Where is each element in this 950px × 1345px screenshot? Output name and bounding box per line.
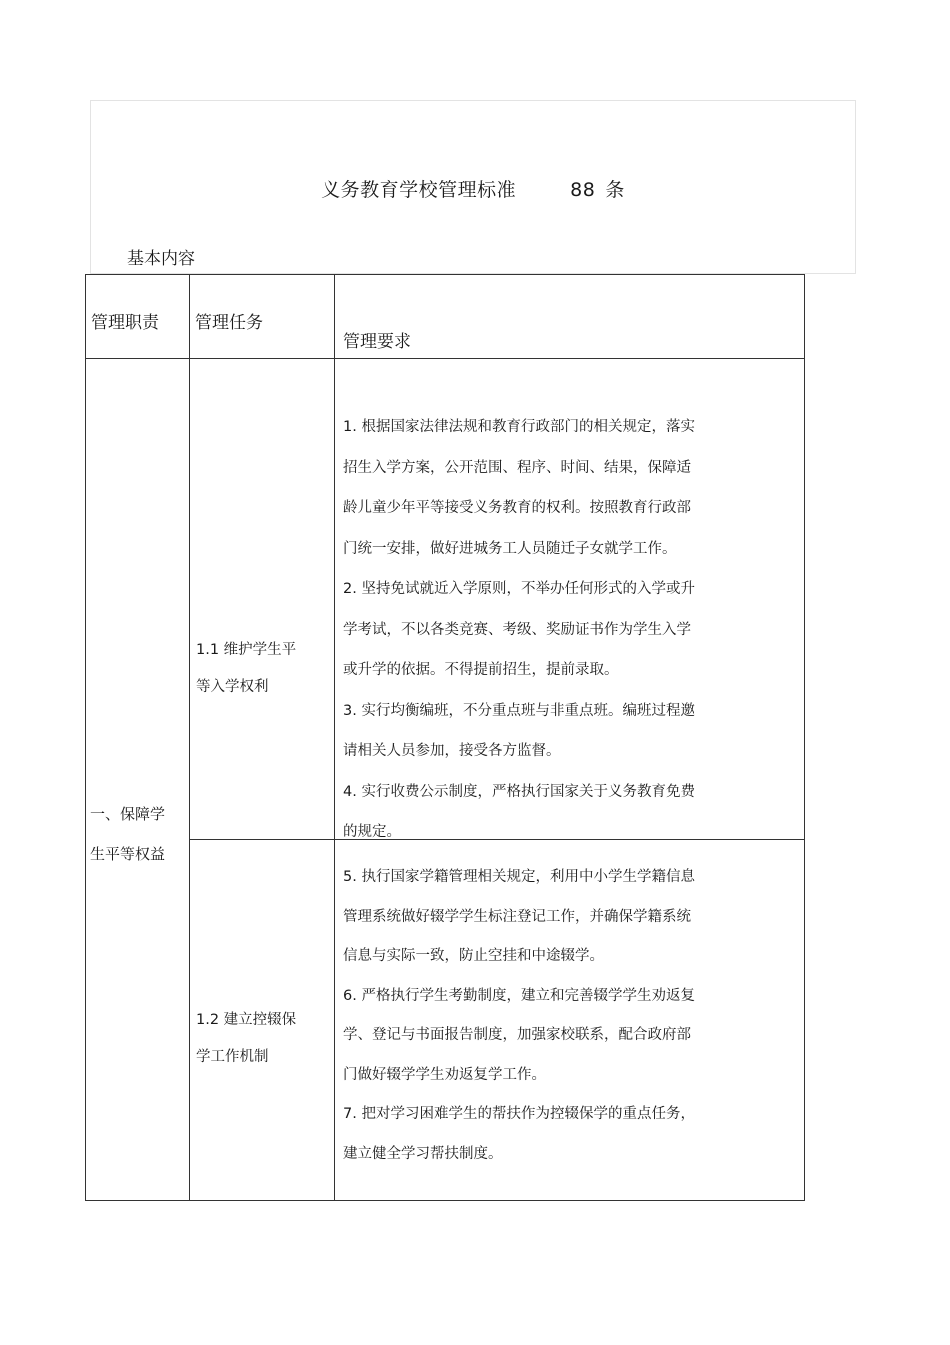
requirement-line: 学考试，不以各类竞赛、考级、奖励证书作为学生入学 — [343, 621, 691, 638]
duty-line: 一、保障学 — [90, 805, 166, 823]
requirement-line: 3. 实行均衡编班，不分重点班与非重点班。编班过程邀 — [343, 702, 695, 719]
requirement-line: 4. 实行收费公示制度，严格执行国家关于义务教育免费 — [343, 783, 695, 800]
requirement-line: 1. 根据国家法律法规和教育行政部门的相关规定，落实 — [343, 419, 695, 435]
title-unit: 条 — [605, 179, 625, 201]
header-task: 管理任务 — [195, 313, 263, 333]
requirement-line: 招生入学方案，公开范围、程序、时间、结果，保障适 — [343, 459, 691, 476]
section-label: 基本内容 — [127, 249, 195, 269]
requirement-line: 请相关人员参加，接受各方监督。 — [343, 743, 561, 759]
task-line: 等入学权利 — [196, 679, 269, 695]
task-cell-1 — [196, 632, 326, 706]
requirement-line: 2. 坚持免试就近入学原则，不举办任何形式的入学或升 — [343, 581, 695, 597]
duty-line: 生平等权益 — [90, 845, 166, 863]
document-title — [0, 175, 946, 202]
title-text: 义务教育学校管理标准 — [321, 179, 517, 201]
duty-cell — [90, 794, 182, 874]
requirement-line: 6. 严格执行学生考勤制度，建立和完善辍学学生劝返复 — [343, 987, 695, 1004]
requirement-line: 的规定。 — [343, 824, 401, 840]
requirement-line: 或升学的依据。不得提前招生，提前录取。 — [343, 662, 619, 678]
task-line: 1.2 建立控辍保 — [196, 1012, 297, 1028]
requirement-cell-1 — [343, 407, 753, 853]
requirement-line: 信息与实际一致，防止空挂和中途辍学。 — [343, 948, 604, 964]
task-line: 学工作机制 — [196, 1049, 269, 1065]
requirement-line: 管理系统做好辍学学生标注登记工作，并确保学籍系统 — [343, 908, 691, 925]
requirement-line: 学、登记与书面报告制度，加强家校联系，配合政府部 — [343, 1027, 691, 1043]
requirement-line: 建立健全学习帮扶制度。 — [343, 1145, 503, 1162]
requirement-line: 门统一安排，做好进城务工人员随迁子女就学工作。 — [343, 540, 677, 557]
requirement-line: 7. 把对学习困难学生的帮扶作为控辍保学的重点任务， — [343, 1106, 695, 1122]
task-line: 1.1 维护学生平 — [196, 642, 297, 658]
header-duty: 管理职责 — [91, 313, 159, 333]
requirement-cell-2 — [343, 858, 753, 1174]
requirement-line: 门做好辍学学生劝返复学工作。 — [343, 1066, 546, 1083]
requirement-line: 龄儿童少年平等接受义务教育的权利。按照教育行政部 — [343, 500, 691, 516]
requirement-line: 5. 执行国家学籍管理相关规定，利用中小学生学籍信息 — [343, 869, 695, 885]
header-requirement: 管理要求 — [343, 332, 411, 352]
task-cell-2 — [196, 1002, 326, 1076]
title-number: 88 — [570, 179, 596, 201]
